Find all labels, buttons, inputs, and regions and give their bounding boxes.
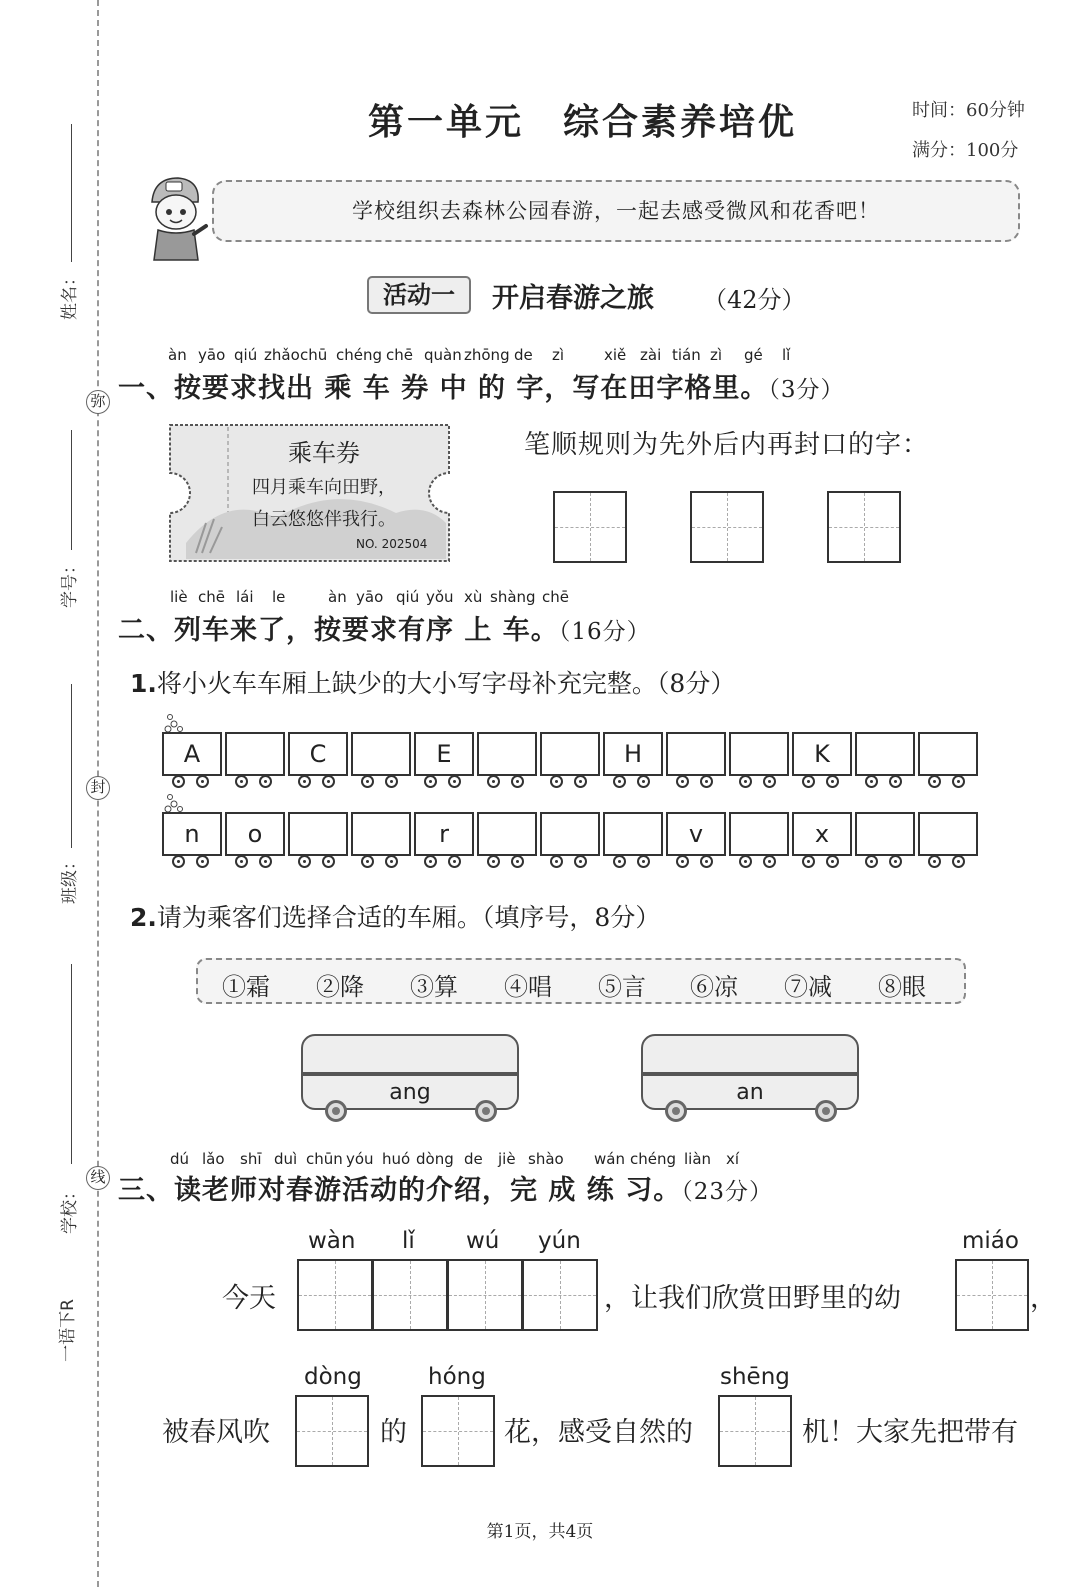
pinyin-li: lǐ xyxy=(402,1228,415,1254)
wheel-icon xyxy=(613,855,626,868)
train-car: A xyxy=(162,732,222,776)
option-item: ④唱 xyxy=(504,973,552,1001)
wheel-icon xyxy=(172,775,185,788)
wheel-icon xyxy=(637,775,650,788)
wheel-icon xyxy=(487,855,500,868)
wheel-icon xyxy=(196,855,209,868)
wheel-icon xyxy=(424,855,437,868)
option-item: ①霜 xyxy=(222,973,270,1001)
line2-mid1: 的 xyxy=(380,1417,407,1448)
wheel-icon xyxy=(550,855,563,868)
train-car[interactable] xyxy=(225,732,285,776)
train-car: v xyxy=(666,812,726,856)
wheel-icon xyxy=(676,855,689,868)
wheel-icon xyxy=(235,775,248,788)
option-item: ⑥凉 xyxy=(690,973,738,1001)
wheel-icon xyxy=(385,855,398,868)
line1-end: ， xyxy=(1030,1283,1057,1314)
wheel-icon xyxy=(298,855,311,868)
exam-time: 时间：60分钟 xyxy=(912,100,1025,121)
train-car[interactable] xyxy=(855,812,915,856)
q2-text: 二、列车来了，按要求有序 上 车。（16分） xyxy=(118,615,651,646)
full-score: 满分：100分 xyxy=(912,140,1019,161)
q2-sub1: 1.将小火车车厢上缺少的大小写字母补充完整。（8分） xyxy=(130,669,736,698)
train-car: x xyxy=(792,812,852,856)
tianzige-yun[interactable] xyxy=(522,1259,598,1331)
wheel-icon xyxy=(928,775,941,788)
q3-text: 三、读老师对春游活动的介绍，完 成 练 习。（23分） xyxy=(118,1175,773,1206)
wheel-icon xyxy=(259,775,272,788)
intro-bubble: 学校组织去森林公园春游，一起去感受微风和花香吧！ xyxy=(212,180,1020,242)
line1-start: 今天 xyxy=(222,1283,276,1314)
train-car: r xyxy=(414,812,474,856)
boy-mascot-icon xyxy=(140,172,210,262)
wheel-icon xyxy=(826,775,839,788)
wheel-icon xyxy=(763,775,776,788)
wheel-icon xyxy=(865,775,878,788)
wheel-icon xyxy=(700,855,713,868)
tianzige-miao[interactable] xyxy=(955,1259,1029,1331)
train-car[interactable] xyxy=(288,812,348,856)
wheel-icon xyxy=(826,855,839,868)
tianzige-wu[interactable] xyxy=(447,1259,523,1331)
train-car[interactable] xyxy=(729,732,789,776)
tianzige-li[interactable] xyxy=(372,1259,448,1331)
train-car: H xyxy=(603,732,663,776)
wheel-icon xyxy=(952,855,965,868)
wheel-icon xyxy=(889,855,902,868)
character-options xyxy=(196,958,966,1004)
ticket-line2: 白云悠悠伴我行。 xyxy=(252,509,396,530)
activity-tag: 活动一 xyxy=(367,276,471,314)
wheel-icon xyxy=(574,775,587,788)
seal-mi: 弥 xyxy=(86,390,110,414)
wheel-icon xyxy=(739,855,752,868)
train-car[interactable] xyxy=(351,812,411,856)
train-car: n xyxy=(162,812,222,856)
name-label: 姓名： xyxy=(60,269,80,320)
wheel-icon xyxy=(511,855,524,868)
train-car: K xyxy=(792,732,852,776)
school-line xyxy=(71,964,72,1164)
option-item: ③算 xyxy=(410,973,458,1001)
wheel-icon xyxy=(865,855,878,868)
ticket-number: NO. 202504 xyxy=(356,537,428,551)
line2-start: 被春风吹 xyxy=(162,1417,270,1448)
q1-text: 一、按要求找出 乘 车 券 中 的 字，写在田字格里。（3分） xyxy=(118,373,845,404)
wheel-icon xyxy=(889,775,902,788)
bus-ang[interactable] xyxy=(301,1034,519,1110)
class-label: 班级： xyxy=(60,853,80,904)
wheel-icon xyxy=(511,775,524,788)
option-item: ⑧眼 xyxy=(878,973,926,1001)
train-car[interactable] xyxy=(855,732,915,776)
train-car: E xyxy=(414,732,474,776)
wheel-icon xyxy=(172,855,185,868)
train-car: C xyxy=(288,732,348,776)
wheel-icon xyxy=(475,1100,497,1122)
bus-ticket xyxy=(166,423,453,563)
wheel-icon xyxy=(322,855,335,868)
train-car[interactable] xyxy=(477,732,537,776)
pinyin-wan: wàn xyxy=(308,1228,356,1254)
ticket-title: 乘车券 xyxy=(288,439,360,467)
tianzige-wan[interactable] xyxy=(297,1259,373,1331)
train-car[interactable] xyxy=(477,812,537,856)
wheel-icon xyxy=(952,775,965,788)
wheel-icon xyxy=(550,775,563,788)
wheel-icon xyxy=(259,855,272,868)
activity-score: （42分） xyxy=(703,286,806,314)
train-smoke-icon xyxy=(163,712,187,734)
wheel-icon xyxy=(928,855,941,868)
train-car[interactable] xyxy=(666,732,726,776)
activity-title: 开启春游之旅 xyxy=(492,283,654,314)
wheel-icon xyxy=(763,855,776,868)
seal-xian: 线 xyxy=(86,1166,110,1190)
bus-an[interactable] xyxy=(641,1034,859,1110)
wheel-icon xyxy=(700,775,713,788)
wheel-icon xyxy=(613,775,626,788)
wheel-icon xyxy=(665,1100,687,1122)
train-smoke-icon xyxy=(163,792,187,814)
tianzige-answer-2[interactable] xyxy=(690,491,764,563)
wheel-icon xyxy=(424,775,437,788)
line2-mid2: 花，感受自然的 xyxy=(504,1417,693,1448)
ticket-line1: 四月乘车向田野， xyxy=(252,477,396,498)
id-label: 学号： xyxy=(60,557,80,608)
option-item: ⑤言 xyxy=(598,973,646,1001)
line1-mid: ，让我们欣赏田野里的幼 xyxy=(604,1283,901,1314)
wheel-icon xyxy=(298,775,311,788)
train-car[interactable] xyxy=(540,732,600,776)
train-car: o xyxy=(225,812,285,856)
wheel-icon xyxy=(385,775,398,788)
q2-sub2: 2.请为乘客们选择合适的车厢。（填序号，8分） xyxy=(130,903,661,932)
school-label: 学校： xyxy=(60,1183,80,1234)
tianzige-answer-1[interactable] xyxy=(553,491,627,563)
train-car[interactable] xyxy=(351,732,411,776)
pinyin-wu: wú xyxy=(466,1228,500,1254)
pinyin-hong: hóng xyxy=(428,1364,486,1390)
pinyin-yun: yún xyxy=(538,1228,581,1254)
tianzige-hong[interactable] xyxy=(421,1395,495,1467)
page-footer: 第1页，共4页 xyxy=(486,1522,594,1542)
tianzige-dong[interactable] xyxy=(295,1395,369,1467)
wheel-icon xyxy=(361,775,374,788)
train-car[interactable] xyxy=(918,812,978,856)
wheel-icon xyxy=(361,855,374,868)
bus-an-label: an xyxy=(736,1080,764,1105)
class-line xyxy=(71,684,72,848)
pinyin-dong: dòng xyxy=(304,1364,362,1390)
wheel-icon xyxy=(325,1100,347,1122)
wheel-icon xyxy=(802,855,815,868)
wheel-icon xyxy=(574,855,587,868)
wheel-icon xyxy=(487,775,500,788)
name-line xyxy=(71,124,72,262)
tianzige-sheng[interactable] xyxy=(718,1395,792,1467)
bus-ang-label: ang xyxy=(389,1080,431,1105)
book-code: 一语下R xyxy=(57,1299,78,1362)
seal-feng: 封 xyxy=(86,776,110,800)
wheel-icon xyxy=(448,775,461,788)
pinyin-miao: miáo xyxy=(962,1228,1019,1254)
wheel-icon xyxy=(815,1100,837,1122)
pinyin-sheng: shēng xyxy=(720,1364,790,1390)
q1-prompt: 笔顺规则为先外后内再封口的字： xyxy=(524,430,930,460)
option-item: ⑦减 xyxy=(784,973,832,1001)
train-car[interactable] xyxy=(603,812,663,856)
train-car[interactable] xyxy=(540,812,600,856)
line2-end: 机！大家先把带有 xyxy=(802,1417,1018,1448)
train-car[interactable] xyxy=(918,732,978,776)
wheel-icon xyxy=(322,775,335,788)
train-car[interactable] xyxy=(729,812,789,856)
wheel-icon xyxy=(448,855,461,868)
wheel-icon xyxy=(637,855,650,868)
page-title: 第一单元 综合素养培优 xyxy=(368,102,798,143)
wheel-icon xyxy=(196,775,209,788)
wheel-icon xyxy=(739,775,752,788)
tianzige-answer-3[interactable] xyxy=(827,491,901,563)
wheel-icon xyxy=(676,775,689,788)
wheel-icon xyxy=(802,775,815,788)
option-item: ②降 xyxy=(316,973,364,1001)
wheel-icon xyxy=(235,855,248,868)
id-line xyxy=(71,430,72,550)
